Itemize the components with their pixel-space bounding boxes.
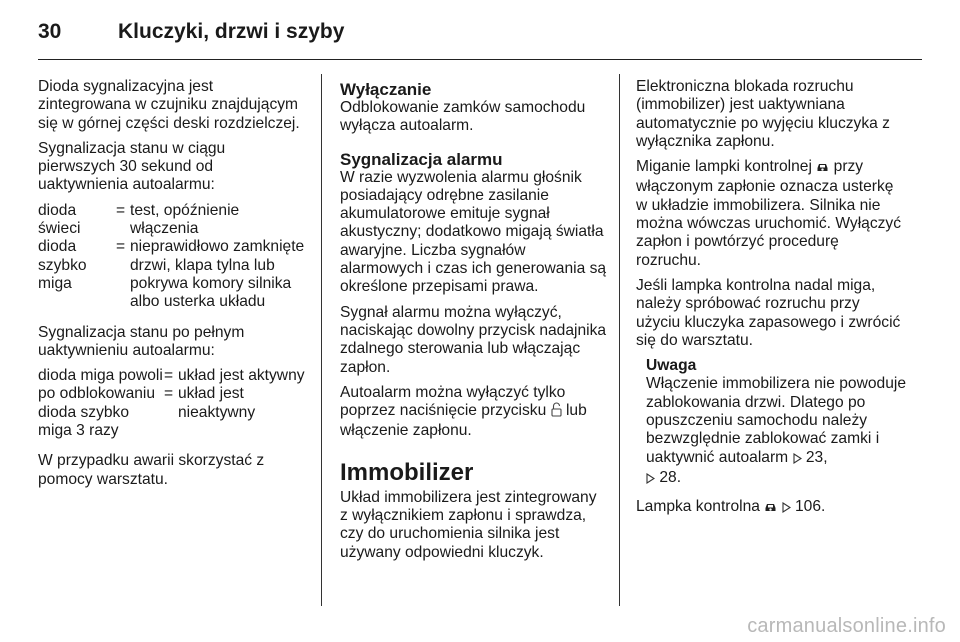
page-number: 30 (38, 20, 62, 43)
status-label: dioda miga powoli (38, 367, 163, 385)
page-reference[interactable]: 106. (795, 498, 826, 516)
paragraph: Układ immobilizera jest zintegrowany z wyłącznikiem zapłonu i sprawdza, czy do uruchomienia silnika jest używany odpowiedni kluczyk. (340, 488, 597, 561)
status-table-armed (38, 367, 306, 440)
text: Autoalarm można wyłączyć tylko poprzez naciśnięcie przycisku (340, 383, 566, 420)
note-title: Uwaga (646, 357, 697, 375)
column-divider (321, 74, 322, 606)
triangle-arrow-icon (782, 500, 791, 518)
text: Miganie lampki kontrolnej (636, 158, 812, 176)
status-meaning: nieprawidłowo zamknięte drzwi, klapa tylna lub pokrywa komory silnika albo usterka układu (130, 238, 305, 311)
column-divider (619, 74, 620, 606)
status-label: po odblokowaniu dioda szybko miga 3 razy (38, 385, 156, 440)
page-reference[interactable]: 28. (659, 468, 682, 486)
table-row (38, 367, 306, 385)
status-meaning: test, opóźnienie włączenia (130, 201, 240, 238)
paragraph: Odblokowanie zamków samochodu wyłącza autoalarm. (340, 99, 586, 135)
paragraph (340, 384, 608, 441)
car-key-lamp-icon (764, 500, 777, 518)
triangle-arrow-icon (646, 471, 655, 489)
paragraph: Sygnalizacja stanu po pełnym uaktywnieniu autoalarmu: (38, 323, 245, 359)
paragraph (636, 158, 906, 270)
paragraph (636, 498, 906, 518)
status-meaning: układ jest nieaktywny (178, 385, 256, 421)
paragraph: Dioda sygnalizacyjna jest zintegrowana w czujniku znajdującym się w górnej części deski rozdzielczej. (38, 78, 300, 132)
page-header (38, 14, 344, 50)
paragraph: Sygnał alarmu można wyłączyć, naciskając dowolny przycisk nadajnika zdalnego sterowania lub włączając zapłon. (340, 303, 607, 376)
equals-sign: = (116, 238, 126, 256)
page-reference[interactable]: 23, (805, 448, 828, 466)
equals-sign: = (164, 385, 174, 403)
paragraph: Jeśli lampka kontrolna nadal miga, należy spróbować rozruchu przy użyciu kluczyka zapasowego i zwrócić się do warsztatu. (636, 276, 901, 349)
triangle-arrow-icon (793, 451, 802, 469)
column-right (636, 78, 906, 526)
paragraph: Sygnalizacja stanu w ciągu pierwszych 30 sekund od uaktywnienia autoalarmu: (38, 139, 226, 194)
column-middle (340, 78, 608, 569)
text: lub włączenie zapłonu. (340, 402, 587, 440)
heading-wylaczanie: Wyłączanie (340, 80, 432, 99)
watermark: carmanualsonline.info (747, 615, 946, 637)
status-label: dioda szybko miga (38, 238, 87, 292)
equals-sign: = (164, 367, 174, 385)
status-meaning: układ jest aktywny (178, 367, 305, 385)
table-row (38, 385, 306, 440)
car-key-lamp-icon (816, 160, 829, 178)
unlock-icon (551, 402, 562, 422)
paragraph: W razie wyzwolenia alarmu głośnik posiadający odrębne zasilanie akumulatorowe emituje sygnał akustyczny; dodatkowo migają światła awaryjne. Liczba sygnałów alarmowych i czas ich generowania są określone przepisami prawa. (340, 168, 607, 296)
note-box (636, 357, 906, 489)
status-table-arming (38, 202, 306, 312)
text: przy włączonym zapłonie oznacza usterkę w układzie immobilizera. Silnika nie można wówczas uruchomić. Wyłączyć zapłon i powtórzyć procedurę rozruchu. (636, 158, 902, 269)
text: Włączenie immobilizera nie powoduje zablokowania drzwi. Dlatego po opuszczeniu samochodu należy bezwzględnie zablokować zamki i uaktywnić autoalarm (646, 375, 907, 466)
table-row (38, 202, 306, 239)
header-rule (38, 59, 922, 60)
text: Lampka kontrolna (636, 498, 760, 516)
heading-immobilizer: Immobilizer (340, 458, 474, 486)
table-row (38, 238, 306, 311)
heading-sygnalizacja-alarmu: Sygnalizacja alarmu (340, 149, 503, 169)
paragraph: W przypadku awarii skorzystać z pomocy warsztatu. (38, 452, 265, 488)
status-label: dioda świeci (38, 201, 81, 238)
paragraph: Elektroniczna blokada rozruchu (immobilizer) jest uaktywniana automatycznie po wyjęciu kluczyka z wyłącznika zapłonu. (636, 78, 890, 150)
page-title: Kluczyki, drzwi i szyby (118, 20, 345, 43)
note-text (646, 375, 906, 489)
column-left (38, 78, 306, 496)
equals-sign: = (116, 201, 126, 219)
